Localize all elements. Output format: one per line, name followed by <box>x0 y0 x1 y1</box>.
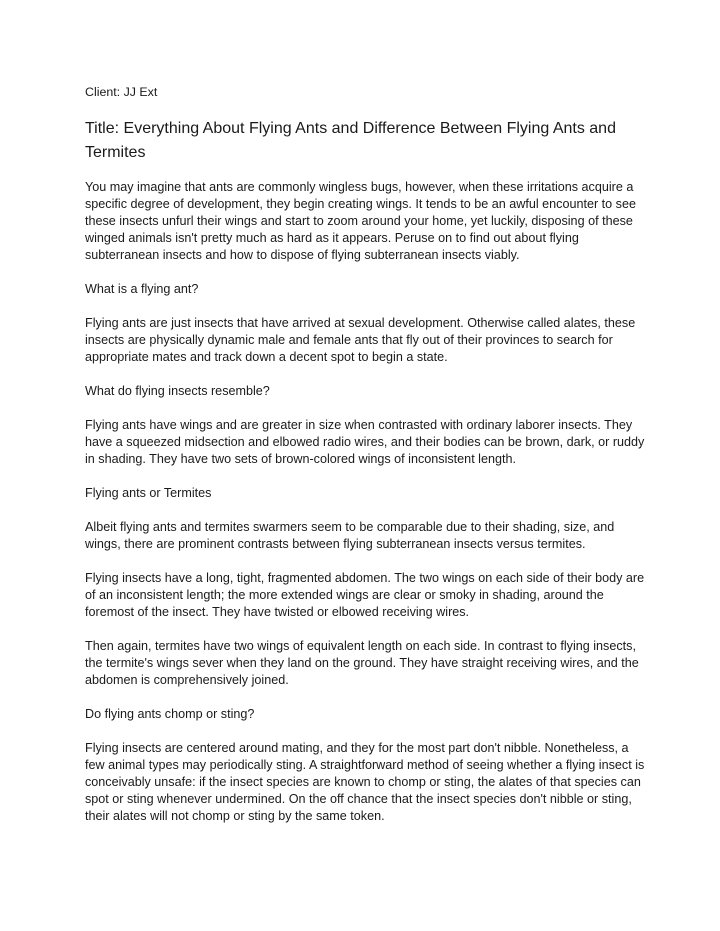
paragraph-termites: Then again, termites have two wings of equivalent length on each side. In contrast to flying insects, the termite's wings sever when they land on the ground. They have straight receiving wires, and the abdomen is comprehensively joined. <box>85 639 639 687</box>
document-page <box>85 84 645 842</box>
paragraph-flying-insects: Flying insects have a long, tight, fragmented abdomen. The two wings on each side of their body are of an inconsistent length; the more extended wings are clear or smoky in shading, around the foremost of the insect. They have twisted or elbowed receiving wires. <box>85 571 645 619</box>
paragraph-comparison: Albeit flying ants and termites swarmers seem to be comparable due to their shading, size, and wings, there are prominent contrasts between flying subterranean insects versus termites. <box>85 520 615 551</box>
client-line: Client: JJ Ext <box>85 85 158 99</box>
paragraph-what-is: Flying ants are just insects that have arrived at sexual development. Otherwise called alates, these insects are physically dynamic male and female ants that fly out of their provinces to search for appropriate mates and track down a decent spot to begin a state. <box>85 316 636 364</box>
intro-paragraph: You may imagine that ants are commonly wingless bugs, however, when these irritations acquire a specific degree of development, they begin creating wings. It tends to be an awful encounter to see these insects unfurl their wings and start to zoom around your home, yet luckily, disposing of these winged animals isn't pretty much as hard as it appears. Peruse on to find out about flying subterranean insects and how to dispose of flying subterranean insects viably. <box>85 180 636 262</box>
section-heading-ants-or-termites: Flying ants or Termites <box>85 486 212 500</box>
page-title: Title: Everything About Flying Ants and Difference Between Flying Ants and Termites <box>85 120 616 161</box>
paragraph-resemble: Flying ants have wings and are greater in size when contrasted with ordinary laborer insects. They have a squeezed midsection and elbowed radio wires, and their bodies can be brown, dark, or ruddy in shading. They have two sets of brown-colored wings of inconsistent length. <box>85 418 645 466</box>
section-heading-sting: Do flying ants chomp or sting? <box>85 707 255 721</box>
section-heading-resemble: What do flying insects resemble? <box>85 384 270 398</box>
section-heading-what-is: What is a flying ant? <box>85 282 199 296</box>
paragraph-sting: Flying insects are centered around mating, and they for the most part don't nibble. Nonetheless, a few animal types may periodically sting. A straightforward method of seeing whether a flying insect is conceivably unsafe: if the insect species are known to chomp or sting, the alates of that species can spot or sting whenever undermined. On the off chance that the insect species don't nibble or sting, their alates will not chomp or sting by the same token. <box>85 741 645 823</box>
